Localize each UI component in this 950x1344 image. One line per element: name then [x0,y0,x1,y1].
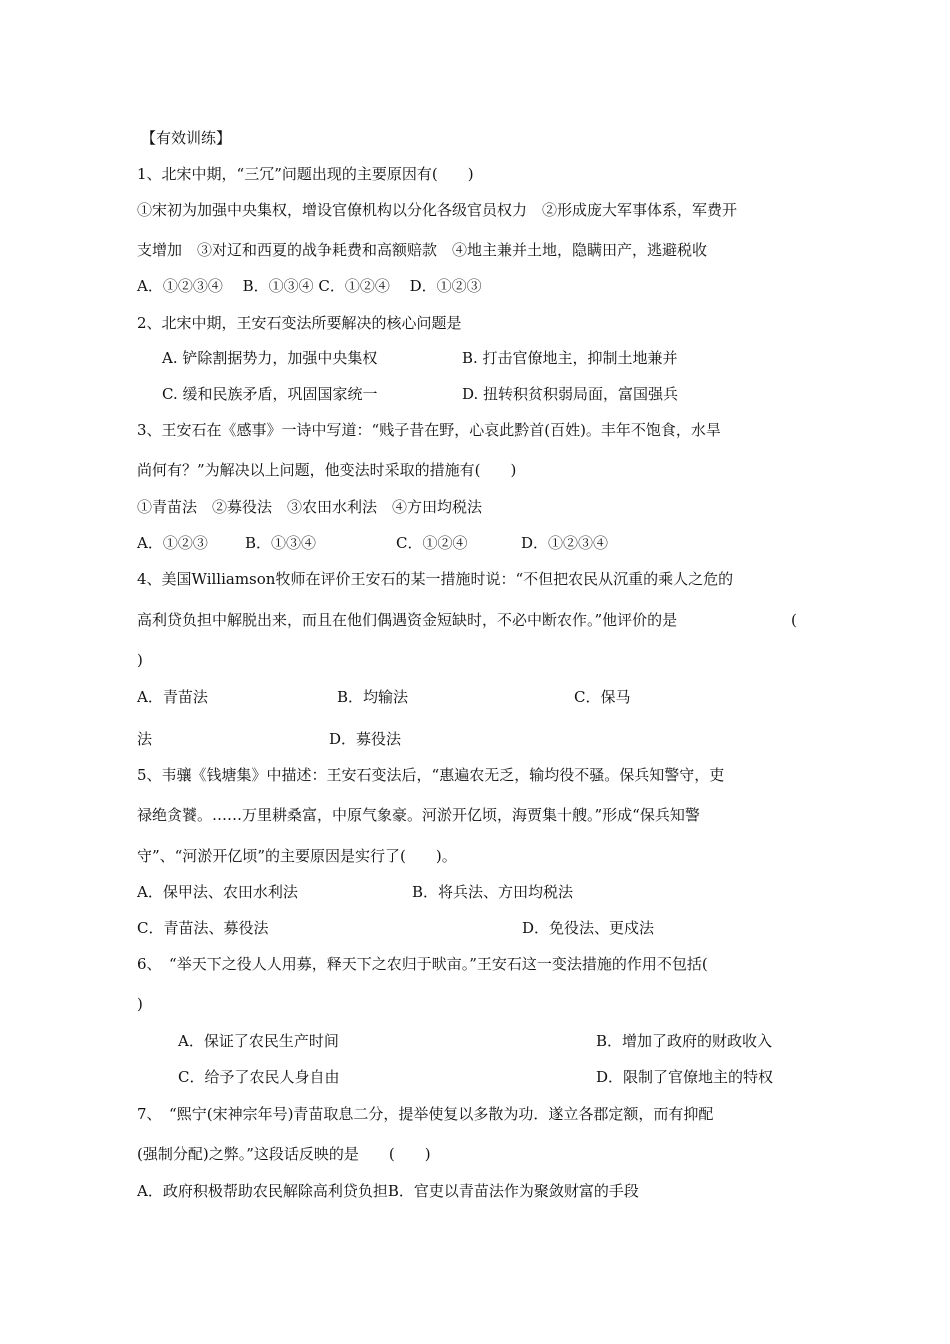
q6-option-b: B．增加了政府的财政收入 [596,1032,773,1050]
q4-option-c: C．保马 [574,688,631,706]
q4-answer-paren-close: ) [137,651,143,669]
q1-options: A．①②③④ B．①③④ C．①②④ D．①②③ [137,277,482,295]
q3-option-b: B．①③④ [245,534,317,552]
q5-stem-line3: 守”、“河淤开亿顷”的主要原因是实行了( )。 [137,847,457,865]
q5-option-c: C．青苗法、募役法 [137,919,269,937]
q7-stem-line1: 7、 “熙宁(宋神宗年号)青苗取息二分，提举使复以多散为功．遂立各郡定额，而有抑配 [137,1105,714,1123]
q5-option-a: A．保甲法、农田水利法 [137,883,298,901]
q6-option-d: D．限制了官僚地主的特权 [596,1068,774,1086]
q1-statements-line2: 支增加 ③对辽和西夏的战争耗费和高额赔款 ④地主兼并土地，隐瞒田产，逃避税收 [137,241,708,259]
q3-stem-line1: 3、王安石在《感事》一诗中写道：“贱子昔在野，心哀此黔首(百姓)。丰年不饱食，水旱 [137,421,721,439]
q4-stem-line1: 4、美国Williamson牧师在评价王安石的某一措施时说：“不但把农民从沉重的乘人之危的 [137,570,734,588]
q4-answer-paren-open: ( [791,611,797,629]
q4-option-d: D．募役法 [329,730,402,748]
q4-stem-line2: 高利贷负担中解脱出来，而且在他们偶遇资金短缺时，不必中断农作。”他评价的是 [137,611,678,629]
q1-statements-line1: ①宋初为加强中央集权，增设官僚机构以分化各级官员权力 ②形成庞大军事体系，军费开 [137,201,738,219]
q1-stem: 1、北宋中期，“三冗”问题出现的主要原因有( ) [137,165,474,183]
q2-option-d: D. 扭转积贫积弱局面，富国强兵 [462,385,679,403]
q6-option-c: C．给予了农民人身自由 [178,1068,340,1086]
q6-stem-line2: ) [137,995,143,1013]
q7-stem-line2: (强制分配)之弊。”这段话反映的是 ( ) [137,1145,431,1163]
q2-option-b: B. 打击官僚地主，抑制土地兼并 [462,349,678,367]
q2-option-c: C. 缓和民族矛盾，巩固国家统一 [162,385,378,403]
q3-items: ①青苗法 ②募役法 ③农田水利法 ④方田均税法 [137,498,483,516]
q2-option-a: A. 铲除割据势力，加强中央集权 [162,349,378,367]
q5-option-b: B．将兵法、方田均税法 [412,883,574,901]
q3-stem-line2: 尚何有？”为解决以上问题，他变法时采取的措施有( ) [137,461,517,479]
q4-option-a: A．青苗法 [137,688,208,706]
q2-stem: 2、北宋中期，王安石变法所要解决的核心问题是 [137,314,462,332]
q5-option-d: D．免役法、更戍法 [522,919,655,937]
q5-stem-line1: 5、韦骧《钱塘集》中描述：王安石变法后，“惠遍农无乏，输均役不骚。保兵知警守，吏 [137,766,725,784]
q3-option-d: D．①②③④ [521,534,609,552]
q6-option-a: A．保证了农民生产时间 [178,1032,339,1050]
section-heading: 【有效训练】 [141,129,232,147]
q3-option-c: C．①②④ [396,534,468,552]
q4-option-c-continued: 法 [137,730,153,748]
q4-option-b: B．均输法 [337,688,409,706]
q3-option-a: A．①②③ [137,534,208,552]
q7-options-ab: A．政府积极帮助农民解除高利贷负担B．官吏以青苗法作为聚敛财富的手段 [137,1182,639,1200]
q6-stem-line1: 6、 “举天下之役人人用募，释天下之农归于畎亩。”王安石这一变法措施的作用不包括( [137,955,708,973]
q5-stem-line2: 禄绝贪饕。……万里耕桑富，中原气象豪。河淤开亿顷，海贾集十艘。”形成“保兵知警 [137,806,700,824]
